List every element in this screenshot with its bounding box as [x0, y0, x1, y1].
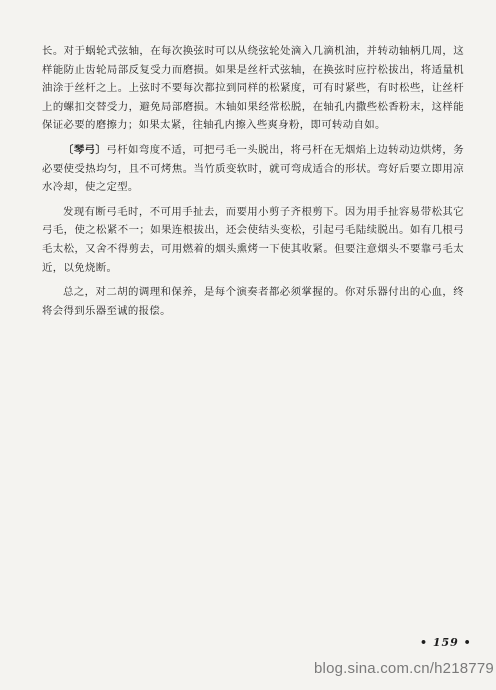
- paragraph-bow-bending: [42, 141, 464, 197]
- page-number: • 159 •: [420, 636, 472, 649]
- paragraph-conclusion: 总之，对二胡的调理和保养，是每个演奏者都必须掌握的。你对乐器付出的心血，终将会得到乐器至诚的报偿。: [42, 286, 464, 317]
- paragraph-string-pegs: 长。对于蜗轮式弦轴，在每次换弦时可以从绕弦轮处滴入几滴机油，并转动轴柄几周，这样能防止齿轮局部反复受力而磨损。如果是丝杆式弦轴，在换弦时应拧松拔出，将适量机油涂于丝杆之上。上弦时不要每次都拉到同样的松紧度，可有时紧些，有时松些，让丝杆上的螺扣交替受力，避免局部磨损。木轴如果经常松脱，在轴孔内撒些松香粉末，这样能保证必要的磨擦力；如果太紧，往轴孔内擦入些爽身粉，即可转动自如。: [42, 45, 464, 132]
- section-label-bow: 〔琴弓〕: [63, 143, 107, 156]
- page-body-text: [42, 42, 464, 326]
- paragraph-bow-bending-text: 弓杆如弯度不适，可把弓毛一头脱出，将弓杆在无烟焰上边转动边烘烤，务必要使受热均匀，且不可烤焦。当竹质变软时，就可弯成适合的形状。弯好后要立即用凉水冷却，使之定型。: [42, 143, 465, 194]
- paragraph-broken-bow-hair: 发现有断弓毛时，不可用手扯去，而要用小剪子齐根剪下。因为用手扯容易带松其它弓毛，使之松紧不一；如果连根拔出，还会使结头变松，引起弓毛陆续脱出。如有几根弓毛太松，又舍不得剪去，可用燃着的烟头熏烤一下使其收紧。但要注意烟头不要靠弓毛太近，以免烧断。: [42, 205, 464, 274]
- watermark-url: blog.sina.com.cn/h218779: [314, 660, 494, 677]
